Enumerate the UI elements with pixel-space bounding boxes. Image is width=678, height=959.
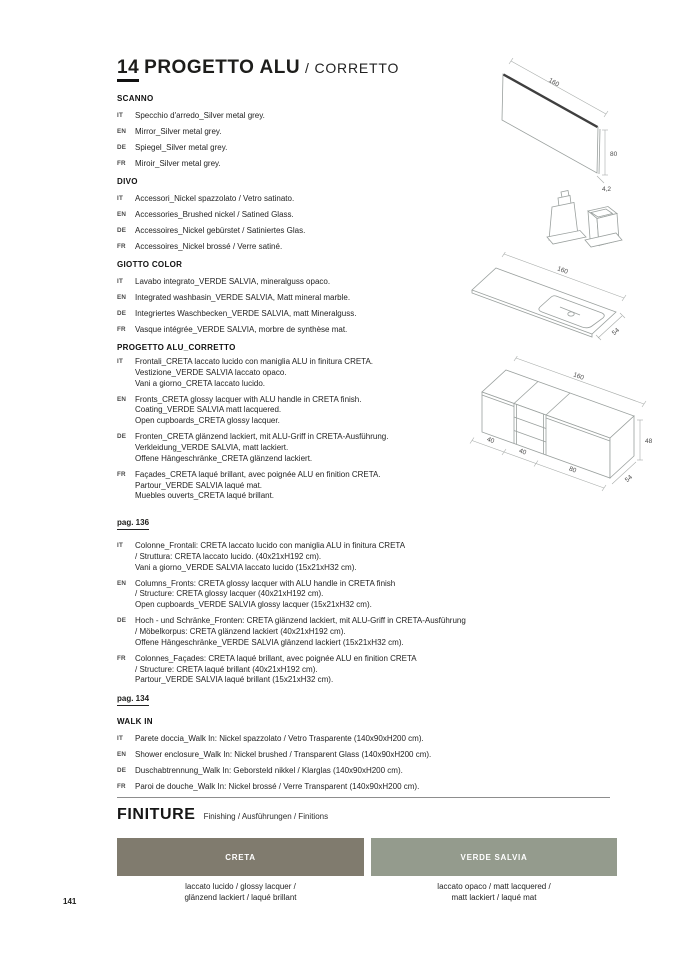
swatch-label: VERDE SALVIA: [460, 852, 528, 862]
lang-text: Accessoires_Nickel brossé / Verre satiné.: [135, 242, 283, 251]
lang-code: DE: [117, 310, 127, 317]
lang-code: IT: [117, 112, 123, 119]
section-heading: WALK IN: [117, 717, 153, 726]
lang-code: DE: [117, 227, 127, 234]
lang-text: Colonne_Frontali: CRETA laccato lucido con maniglia ALU in finitura CRETA / Struttura: CRETA laccato lucido. (40x21xH192 cm). Vani a giorno_VERDE SALVIA laccato lucido (15x21xH32 cm).: [135, 541, 406, 572]
lang-row: [117, 747, 637, 763]
lang-code: EN: [117, 395, 127, 403]
lang-code: FR: [117, 326, 126, 333]
dim-washbasin-depth: 54: [610, 326, 622, 337]
lang-code: EN: [117, 751, 127, 758]
dim-cabinet-height: 48: [645, 438, 653, 445]
page-number: 141: [63, 897, 77, 906]
dim-cabinet-depth: 54: [623, 473, 635, 484]
lang-row: [117, 731, 637, 747]
lang-text: Integriertes Waschbecken_VERDE SALVIA, matt Mineralguss.: [135, 309, 357, 318]
lang-code: FR: [117, 783, 126, 790]
page-ref: pag. 134: [117, 694, 149, 706]
lang-code: FR: [117, 470, 126, 478]
lang-text: Colonnes_Façades: CRETA laqué brillant, avec poignée ALU en finition CRETA / Structure: CRETA laqué brillant (40x21xH192 cm). Partour_VERDE SALVIA laqué brillant (15x21xH32 cm).: [135, 653, 417, 685]
dim-washbasin-width: 160: [556, 265, 569, 276]
lang-code: IT: [117, 542, 123, 549]
dim-mirror-width: 160: [547, 76, 561, 89]
title-name: PROGETTO ALU: [144, 57, 301, 78]
lang-text: Fronten_CRETA glänzend lackiert, mit ALU-Griff in CRETA-Ausführung. Verkleidung_VERDE SALVIA, matt lackiert. Offene Hängeschränke_CRETA glänzend lackiert.: [135, 432, 389, 463]
lang-code: EN: [117, 128, 127, 135]
lang-text: Specchio d'arredo_Silver metal grey.: [135, 111, 265, 120]
lang-row: [117, 779, 637, 795]
lang-code: IT: [117, 195, 123, 202]
section-pag-136: [117, 512, 637, 691]
lang-code: IT: [117, 278, 123, 285]
section-pag-134-walk-in: [117, 688, 637, 795]
title-number: 14: [117, 57, 139, 82]
lang-code: EN: [117, 294, 127, 301]
lang-row: [117, 541, 637, 573]
lang-text: Accessori_Nickel spazzolato / Vetro satinato.: [135, 194, 295, 203]
lang-text: Spiegel_Silver metal grey.: [135, 143, 228, 152]
finiture-header: [117, 806, 328, 824]
lang-code: DE: [117, 767, 127, 774]
lang-code: IT: [117, 735, 123, 742]
section-heading: DIVO: [117, 177, 138, 186]
page-title: [117, 57, 399, 79]
lang-text: Lavabo integrato_VERDE SALVIA, mineralguss opaco.: [135, 277, 331, 286]
dim-cabinet-middle-width: 40: [517, 447, 528, 457]
title-variant: / CORRETTO: [305, 60, 400, 76]
lang-text: Vasque intégrée_VERDE SALVIA, morbre de synthèse mat.: [135, 325, 348, 334]
lang-row: [117, 616, 637, 648]
dim-mirror-depth: 4,2: [602, 186, 612, 193]
page-ref: pag. 136: [117, 518, 149, 530]
dim-cabinet-left-width: 40: [485, 436, 496, 446]
lang-code: DE: [117, 144, 127, 151]
lang-text: Duschabtrennung_Walk In: Geborsteld nikkel / Klarglas (140x90xH200 cm).: [135, 766, 403, 775]
lang-text: Mirror_Silver metal grey.: [135, 127, 222, 136]
lang-text: Shower enclosure_Walk In: Nickel brushed / Transparent Glass (140x90xH200 cm).: [135, 750, 432, 759]
dim-cabinet-right-width: 80: [567, 465, 578, 475]
divider: [117, 797, 610, 798]
lang-code: EN: [117, 211, 127, 218]
lang-code: IT: [117, 358, 123, 365]
lang-text: Fronts_CRETA glossy lacquer with ALU handle in CRETA finish. Coating_VERDE SALVIA matt lacquered. Open cupboards_CRETA glossy lacquer.: [135, 394, 362, 426]
finiture-subtitle: Finishing / Ausführungen / Finitions: [203, 812, 329, 821]
dim-mirror-height: 80: [610, 151, 618, 158]
section-heading: SCANNO: [117, 94, 154, 103]
lang-text: Accessories_Brushed nickel / Satined Glass.: [135, 210, 294, 219]
lang-text: Parete doccia_Walk In: Nickel spazzolato / Vetro Trasparente (140x90xH200 cm).: [135, 734, 424, 743]
lang-row: [117, 654, 637, 686]
lang-code: EN: [117, 579, 127, 587]
lang-code: DE: [117, 617, 127, 625]
mirror-technical-drawing: [485, 58, 650, 198]
lang-text: Hoch - und Schränke_Fronten: CRETA glänzend lackiert, mit ALU-Griff in CRETA-Ausführung / Möbelkorpus: CRETA glänzend lackiert (40x21xH192 cm). Offene Hängeschränke_VERDE SALVIA glänzend lackiert (15x21xH32 cm).: [135, 616, 466, 647]
accessories-technical-drawing: [540, 185, 630, 260]
lang-text: Integrated washbasin_VERDE SALVIA, Matt mineral marble.: [135, 293, 351, 302]
section-heading: GIOTTO COLOR: [117, 260, 183, 269]
lang-row: [117, 579, 637, 611]
dim-cabinet-total-width: 160: [572, 371, 585, 382]
lang-code: FR: [117, 654, 126, 662]
washbasin-technical-drawing: [470, 252, 670, 357]
lang-code: DE: [117, 433, 127, 441]
lang-text: Miroir_Silver metal grey.: [135, 159, 221, 168]
swatch-label: CRETA: [225, 852, 256, 862]
finiture-title: FINITURE: [117, 806, 196, 823]
swatch-verde-salvia: [371, 838, 617, 876]
section-heading: PROGETTO ALU_CORRETTO: [117, 343, 236, 352]
lang-code: FR: [117, 160, 126, 167]
swatch-caption: laccato opaco / matt lacquered / matt lackiert / laqué mat: [437, 882, 551, 902]
lang-text: Paroi de douche_Walk In: Nickel brossé / Verre Transparent (140x90xH200 cm).: [135, 782, 420, 791]
cabinet-technical-drawing: [466, 356, 676, 496]
lang-code: FR: [117, 243, 126, 250]
lang-text: Façades_CRETA laqué brillant, avec poignée ALU en finition CRETA. Partour_VERDE SALVIA laqué mat. Muebles ouverts_CRETA laqué brillant.: [135, 469, 381, 501]
lang-text: Accessoires_Nickel gebürstet / Satiniertes Glas.: [135, 226, 306, 235]
lang-text: Frontali_CRETA laccato lucido con maniglia ALU in finitura CRETA. Vestizione_VERDE SALVIA laccato opaco. Vani a giorno_CRETA laccato lucido.: [135, 357, 374, 388]
swatch-creta: [117, 838, 364, 876]
lang-row: [117, 763, 637, 779]
swatch-caption: laccato lucido / glossy lacquer / glänzend lackiert / laqué brillant: [184, 882, 297, 902]
lang-text: Columns_Fronts: CRETA glossy lacquer with ALU handle in CRETA finish / Structure: CRETA glossy lacquer (40x21xH192 cm). Open cupboards_VERDE SALVIA glossy lacquer (15x21xH32 cm).: [135, 578, 396, 610]
